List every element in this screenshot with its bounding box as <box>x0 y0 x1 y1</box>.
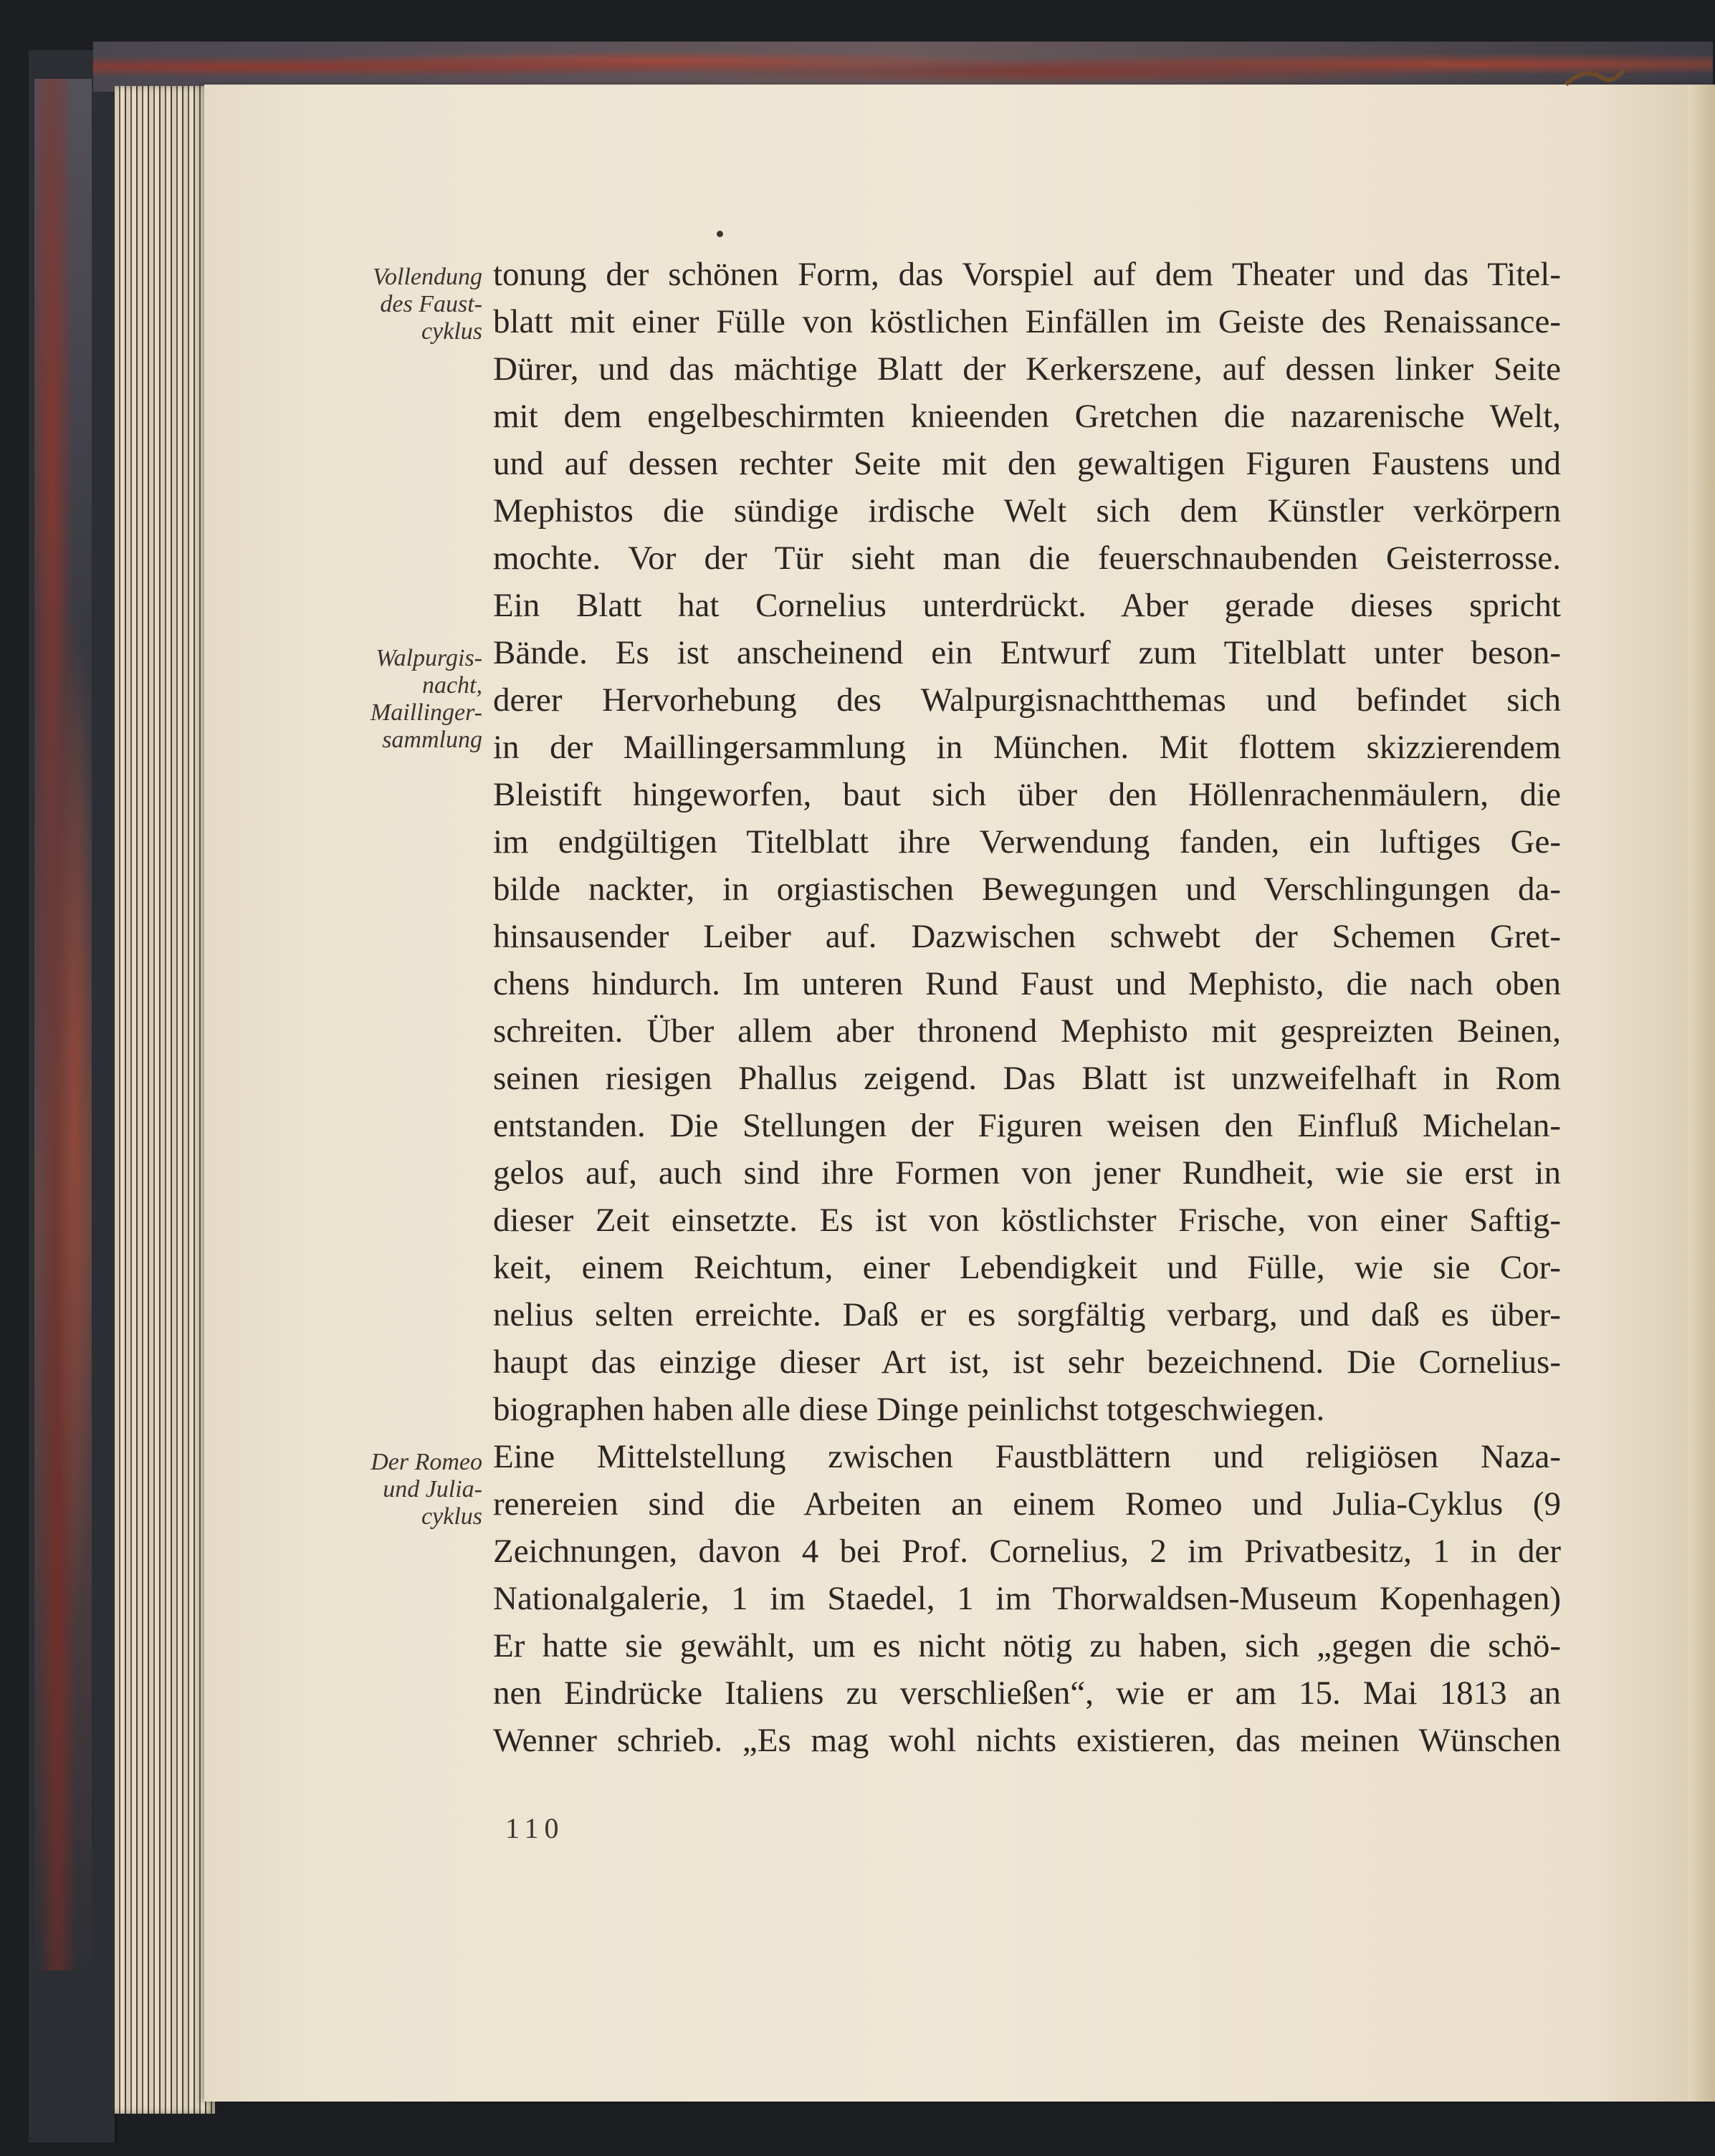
text-line: entstanden. Die Stellungen der Figuren weisen den Einfluß Michelan- <box>493 1107 1561 1144</box>
marbled-cover-edge <box>34 79 92 1970</box>
text-line: bilde nackter, in orgiastischen Bewegungen und Verschlingungen da- <box>493 871 1561 908</box>
margin-note-line: cyklus <box>421 1503 482 1530</box>
text-line: chens hindurch. Im unteren Rund Faust und Mephisto, die nach oben <box>493 965 1561 1002</box>
text-line: Dürer, und das mächtige Blatt der Kerkerszene, auf dessen linker Seite <box>493 350 1561 388</box>
margin-note-romeo <box>310 1449 482 1530</box>
text-line: tonung der schönen Form, das Vorspiel auf dem Theater und das Titel- <box>493 256 1561 293</box>
margin-note-line: Maillinger- <box>370 699 482 726</box>
text-line: derer Hervorhebung des Walpurgisnachtthemas und befindet sich <box>493 681 1561 719</box>
ink-speck <box>717 231 723 237</box>
margin-note-line: und Julia- <box>383 1476 482 1503</box>
text-line: gelos auf, auch sind ihre Formen von jener Rundheit, wie sie erst in <box>493 1154 1561 1192</box>
text-line: mochte. Vor der Tür sieht man die feuerschnaubenden Geisterrosse. <box>493 540 1561 577</box>
margin-note-line: Vollendung <box>373 264 482 290</box>
margin-note-line: Walpurgis- <box>376 645 482 671</box>
text-line: nelius selten erreichte. Daß er es sorgfältig verbarg, und daß es über- <box>493 1296 1561 1333</box>
margin-note-line: cyklus <box>421 318 482 345</box>
text-line: Wenner schrieb. „Es mag wohl nichts existieren, das meinen Wünschen <box>493 1722 1561 1759</box>
margin-note-line: sammlung <box>382 727 482 753</box>
margin-note-line: nacht, <box>421 672 482 699</box>
page-stack-edges <box>115 86 215 2114</box>
margin-note-faust <box>310 264 482 345</box>
text-line: Bleistift hingeworfen, baut sich über den Höllenrachenmäulern, die <box>493 776 1561 813</box>
text-line: schreiten. Über allem aber thronend Mephisto mit gespreizten Beinen, <box>493 1012 1561 1050</box>
text-line: biographen haben alle diese Dinge peinlichst totgeschwiegen. <box>493 1391 1325 1428</box>
bookmark-ribbon-icon <box>1562 63 1627 92</box>
margin-note-line: Der Romeo <box>371 1449 482 1475</box>
text-line: im endgültigen Titelblatt ihre Verwendung fanden, ein luftiges Ge- <box>493 823 1561 861</box>
text-line: Bände. Es ist anscheinend ein Entwurf zum Titelblatt unter beson- <box>493 634 1561 671</box>
margin-note-walpurgis <box>310 645 482 754</box>
text-line: Ein Blatt hat Cornelius unterdrückt. Aber gerade dieses spricht <box>493 587 1561 624</box>
text-line: Eine Mittelstellung zwischen Faustblättern und religiösen Naza- <box>493 1438 1561 1475</box>
text-line: mit dem engelbeschirmten knieenden Gretchen die nazarenische Welt, <box>493 398 1561 435</box>
text-line: keit, einem Reichtum, einer Lebendigkeit und Fülle, wie sie Cor- <box>493 1249 1561 1286</box>
text-line: hinsausender Leiber auf. Dazwischen schwebt der Schemen Gret- <box>493 918 1561 955</box>
text-line: seinen riesigen Phallus zeigend. Das Blatt ist unzweifelhaft in Rom <box>493 1060 1561 1097</box>
text-line: Er hatte sie gewählt, um es nicht nötig zu haben, sich „gegen die schö- <box>493 1627 1561 1664</box>
text-line: Zeichnungen, davon 4 bei Prof. Cornelius, 2 im Privatbesitz, 1 in der <box>493 1533 1561 1570</box>
text-line: Nationalgalerie, 1 im Staedel, 1 im Thorwaldsen-Museum Kopenhagen) <box>493 1580 1561 1617</box>
body-text <box>493 251 1561 1764</box>
text-line: in der Maillingersammlung in München. Mit flottem skizzierendem <box>493 729 1561 766</box>
page-number: 110 <box>505 1812 565 1844</box>
text-line: blatt mit einer Fülle von köstlichen Einfällen im Geiste des Renaissance- <box>493 303 1561 340</box>
text-line: dieser Zeit einsetzte. Es ist von köstlichster Frische, von einer Saftig- <box>493 1202 1561 1239</box>
text-line: nen Eindrücke Italiens zu verschließen“, wie er am 15. Mai 1813 an <box>493 1675 1561 1712</box>
text-line: renereien sind die Arbeiten an einem Romeo und Julia-Cyklus (9 <box>493 1485 1561 1523</box>
margin-note-line: des Faust- <box>380 291 482 317</box>
text-line: Mephistos die sündige irdische Welt sich dem Künstler verkörpern <box>493 492 1561 530</box>
text-line: und auf dessen rechter Seite mit den gewaltigen Figuren Faustens und <box>493 445 1561 482</box>
facing-page-edge <box>1688 85 1715 2102</box>
text-line: haupt das einzige dieser Art ist, ist sehr bezeichnend. Die Cornelius- <box>493 1343 1561 1381</box>
